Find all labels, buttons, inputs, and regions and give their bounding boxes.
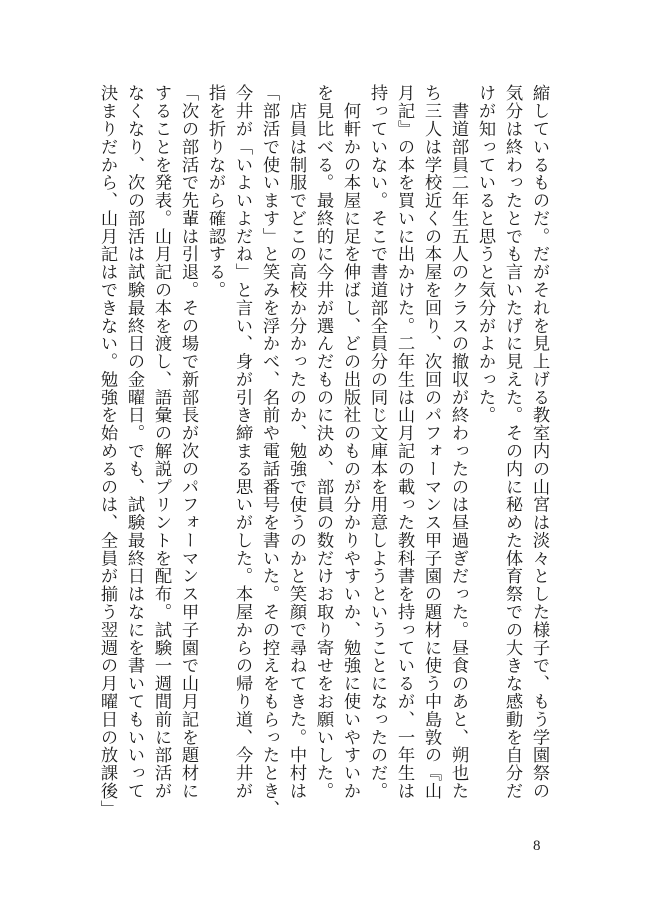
text-column-7: 持っていない。そこで書道部全員分の同じ文庫本を用意しようということになったのだ。 [367, 84, 387, 800]
text-column-13: 指を折りながら確認する。 [205, 84, 225, 299]
text-column-16: なくなり、次の部活は試験最終日の金曜日。でも、試験最終日はなにを書いてもいいって [124, 84, 144, 800]
vertical-text-body [97, 84, 552, 818]
text-column-14: 「次の部活で先輩は引退。その場で新部長が次のパフォーマンス甲子園で山月記を題材に [178, 84, 198, 800]
text-column-1: 縮しているものだ。だがそれを見上げる教室内の山宮は淡々とした様子で、もう学園祭の [529, 84, 549, 800]
text-column-4: 書道部員二年生五人のクラスの撤収が終わったのは昼過ぎだった。昼食のあと、朔也た [448, 84, 468, 800]
text-column-9: を見比べる。最終的に今井が選んだものに決め、部員の数だけお取り寄せをお願いした。 [313, 84, 333, 800]
text-column-10: 店員は制服でどこの高校か分かったのか、勉強で使うのかと笑顔で尋ねてきた。中村は [286, 84, 306, 800]
text-column-15: することを発表。山月記の本を渡し、語彙の解説プリントを配布。試験一週間前に部活が [151, 84, 171, 800]
text-column-11: 「部活で使います」と笑みを浮かべ、名前や電話番号を書いた。その控えをもらったとき、 [259, 84, 279, 818]
text-column-3: けが知っていると思うと気分がよかった。 [475, 84, 495, 424]
text-column-8: 何軒かの本屋に足を伸ばし、どの出版社のものが分かりやすいか、勉強に使いやすいか [340, 84, 360, 800]
text-column-5: ち三人は学校近くの本屋を回り、次回のパフォーマンス甲子園の題材に使う中島敦の『山 [421, 84, 441, 800]
page-number: 8 [533, 838, 541, 854]
text-column-17: 決まりだから、山月記はできない。勉強を始めるのは、全員が揃う翌週の月曜日の放課後」 [97, 84, 117, 818]
text-column-12: 今井が「いよいよだね」と言い、身が引き締まる思いがした。本屋からの帰り道、今井が [232, 84, 252, 800]
text-column-6: 月記』の本を買いに出かけた。二年生は山月記の載った教科書を持っているが、一年生は [394, 84, 414, 800]
text-column-2: 気分は終わったとでも言いたげに見えた。その内に秘めた体育祭での大きな感動を自分だ [502, 84, 522, 800]
